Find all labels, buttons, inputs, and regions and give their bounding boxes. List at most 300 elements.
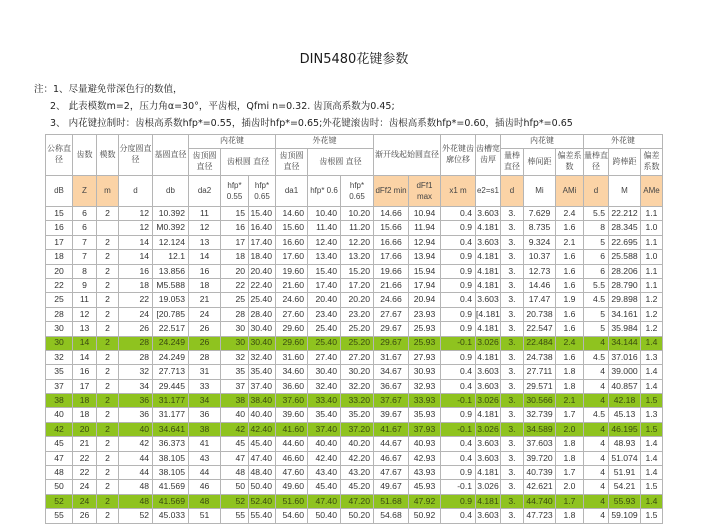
- cell-dFf2: 49.67: [374, 480, 409, 494]
- cell-hf65: 22.40: [249, 278, 276, 292]
- cell-e2: 4.181: [476, 408, 501, 422]
- cell-dFf1: 11.94: [409, 221, 441, 235]
- cell-Mi: 47.723: [524, 509, 556, 523]
- cell-dpo: 4: [584, 336, 609, 350]
- cell-hf65: 37.40: [249, 379, 276, 393]
- cell-Mi: 32.739: [524, 408, 556, 422]
- cell-AM: 1.4: [641, 494, 663, 508]
- cell-hf55: 52: [221, 494, 249, 508]
- table-row: [46, 422, 663, 436]
- cell-hf6: 12.40: [308, 235, 341, 249]
- cell-hf65: 40.40: [249, 408, 276, 422]
- cell-x1m: 0.4: [441, 509, 476, 523]
- cell-hf65: 38.40: [249, 394, 276, 408]
- cell-Z: 14: [73, 350, 97, 364]
- cell-hf65: 15.40: [249, 207, 276, 221]
- table-row: [46, 379, 663, 393]
- cell-M: 34.144: [609, 336, 641, 350]
- cell-hf65b: 11.20: [341, 221, 374, 235]
- cell-Mi: 42.621: [524, 480, 556, 494]
- cell-hf55: 30: [221, 336, 249, 350]
- cell-m: 2: [97, 235, 119, 249]
- cell-d: 34: [119, 379, 153, 393]
- cell-e2: 3.026: [476, 422, 501, 436]
- cell-dFf1: 33.93: [409, 394, 441, 408]
- cell-hf55: 42: [221, 422, 249, 436]
- cell-dFf2: 47.67: [374, 466, 409, 480]
- cell-hf65: 55.40: [249, 509, 276, 523]
- cell-dpo: 5: [584, 307, 609, 321]
- cell-da2: 41: [189, 437, 221, 451]
- cell-hf55: 25: [221, 293, 249, 307]
- table-row: [46, 466, 663, 480]
- cell-da1: 15.60: [276, 221, 308, 235]
- cell-dB: 16: [46, 221, 73, 235]
- cell-hf55: 40: [221, 408, 249, 422]
- cell-d: 26: [119, 322, 153, 336]
- cell-M: 22.212: [609, 207, 641, 221]
- cell-dB: 18: [46, 250, 73, 264]
- cell-dFf1: 47.92: [409, 494, 441, 508]
- cell-e2: 3.026: [476, 480, 501, 494]
- cell-AM: 1.4: [641, 466, 663, 480]
- cell-d: 36: [119, 394, 153, 408]
- cell-dpo: 8: [584, 221, 609, 235]
- cell-d: 12: [119, 221, 153, 235]
- cell-Mi: 8.735: [524, 221, 556, 235]
- cell-Mi: 10.37: [524, 250, 556, 264]
- cell-AM: 1.2: [641, 307, 663, 321]
- cell-d: 28: [119, 350, 153, 364]
- cell-dFf1: 25.93: [409, 336, 441, 350]
- cell-M: 39.000: [609, 365, 641, 379]
- cell-x1m: 0.9: [441, 350, 476, 364]
- cell-hf65: 30.40: [249, 322, 276, 336]
- cell-db: M0.392: [153, 221, 189, 235]
- header-pin-diameter-internal: 量棒直径: [501, 149, 524, 176]
- cell-M: 28.345: [609, 221, 641, 235]
- cell-dB: 22: [46, 278, 73, 292]
- table-row: [46, 509, 663, 523]
- cell-d: 48: [119, 494, 153, 508]
- cell-da2: 16: [189, 264, 221, 278]
- cell-AMi: 1.6: [556, 264, 584, 278]
- cell-dFf2: 29.67: [374, 336, 409, 350]
- cell-AMi: 1.6: [556, 250, 584, 264]
- cell-dB: 30: [46, 336, 73, 350]
- cell-dp: 3.: [501, 307, 524, 321]
- cell-hf6: 20.40: [308, 293, 341, 307]
- cell-m: 2: [97, 437, 119, 451]
- cell-Mi: 34.589: [524, 422, 556, 436]
- symbol-AMi: AMi: [556, 176, 584, 207]
- cell-hf55: 20: [221, 264, 249, 278]
- cell-hf6: 15.40: [308, 264, 341, 278]
- cell-da1: 34.60: [276, 365, 308, 379]
- cell-da2: 43: [189, 451, 221, 465]
- cell-hf65b: 47.20: [341, 494, 374, 508]
- cell-x1m: -0.1: [441, 422, 476, 436]
- cell-hf55: 55: [221, 509, 249, 523]
- header-profile-shift: 外花键齿廓位移: [441, 135, 476, 176]
- cell-Mi: 27.711: [524, 365, 556, 379]
- cell-hf65: 20.40: [249, 264, 276, 278]
- cell-M: 40.857: [609, 379, 641, 393]
- cell-AM: 1.1: [641, 207, 663, 221]
- cell-m: 2: [97, 451, 119, 465]
- cell-Z: 8: [73, 264, 97, 278]
- cell-dp: 3.: [501, 394, 524, 408]
- cell-x1m: -0.1: [441, 394, 476, 408]
- cell-Z: 22: [73, 451, 97, 465]
- symbol-hfp-065-internal: hfp* 0.65: [249, 176, 276, 207]
- cell-M: 22.695: [609, 235, 641, 249]
- cell-hf6: 35.40: [308, 408, 341, 422]
- cell-da2: 11: [189, 207, 221, 221]
- cell-da1: 31.60: [276, 350, 308, 364]
- note-3: 3、 内花键拉制时：齿根高系数hfp*=0.55，插齿时hfp*=0.65;外花键滚齿时：齿根高系数hfp*=0.60，插齿时hfp*=0.65: [50, 118, 573, 129]
- cell-hf55: 35: [221, 365, 249, 379]
- cell-hf65: 47.40: [249, 451, 276, 465]
- cell-M: 46.195: [609, 422, 641, 436]
- note-2: 2、 此表模数m=2，压力角α=30°，平齿根，Qfmi n=0.32. 齿顶高系数为0.45;: [50, 101, 395, 112]
- cell-da1: 16.60: [276, 235, 308, 249]
- cell-hf65: 18.40: [249, 250, 276, 264]
- cell-Mi: 22.547: [524, 322, 556, 336]
- cell-db: 24.249: [153, 350, 189, 364]
- header-nominal-diameter: 公称直径: [46, 135, 73, 176]
- cell-da1: 39.60: [276, 408, 308, 422]
- cell-dp: 3.: [501, 408, 524, 422]
- cell-hf65b: 50.20: [341, 509, 374, 523]
- cell-Mi: 37.603: [524, 437, 556, 451]
- cell-Z: 17: [73, 379, 97, 393]
- cell-dpo: 4: [584, 480, 609, 494]
- cell-dFf1: 50.92: [409, 509, 441, 523]
- cell-dFf1: 17.94: [409, 278, 441, 292]
- cell-dp: 3.: [501, 350, 524, 364]
- cell-x1m: 0.4: [441, 235, 476, 249]
- cell-dpo: 4.5: [584, 408, 609, 422]
- cell-e2: 4.181: [476, 221, 501, 235]
- cell-dFf2: 17.66: [374, 250, 409, 264]
- table-row: [46, 322, 663, 336]
- cell-Mi: 44.740: [524, 494, 556, 508]
- cell-da2: 28: [189, 350, 221, 364]
- cell-Z: 11: [73, 293, 97, 307]
- cell-dp: 3.: [501, 480, 524, 494]
- cell-m: 2: [97, 293, 119, 307]
- cell-e2: 3.603: [476, 207, 501, 221]
- cell-Z: 20: [73, 422, 97, 436]
- cell-AM: 1.3: [641, 408, 663, 422]
- cell-AMi: 1.9: [556, 293, 584, 307]
- cell-dFf1: 25.93: [409, 322, 441, 336]
- cell-m: 2: [97, 278, 119, 292]
- cell-dB: 48: [46, 466, 73, 480]
- cell-e2: 3.603: [476, 379, 501, 393]
- cell-db: 29.445: [153, 379, 189, 393]
- cell-da2: 21: [189, 293, 221, 307]
- cell-Mi: 40.739: [524, 466, 556, 480]
- cell-M: 29.898: [609, 293, 641, 307]
- cell-hf6: 47.40: [308, 494, 341, 508]
- cell-dFf1: 20.94: [409, 293, 441, 307]
- cell-dFf1: 42.93: [409, 451, 441, 465]
- cell-hf55: 47: [221, 451, 249, 465]
- cell-Z: 14: [73, 336, 97, 350]
- header-pin-span-internal: 棒间距: [524, 149, 556, 176]
- cell-e2: 3.026: [476, 394, 501, 408]
- cell-x1m: 0.9: [441, 250, 476, 264]
- cell-dB: 15: [46, 207, 73, 221]
- cell-AM: 1.0: [641, 250, 663, 264]
- cell-db: 36.373: [153, 437, 189, 451]
- cell-da2: 12: [189, 221, 221, 235]
- cell-da2: 51: [189, 509, 221, 523]
- cell-m: 2: [97, 365, 119, 379]
- cell-x1m: 0.9: [441, 466, 476, 480]
- cell-x1m: -0.1: [441, 480, 476, 494]
- cell-m: 2: [97, 379, 119, 393]
- table-row: [46, 480, 663, 494]
- cell-hf6: 10.40: [308, 207, 341, 221]
- cell-dpo: 4: [584, 394, 609, 408]
- cell-AM: 1.4: [641, 379, 663, 393]
- cell-dp: 3.: [501, 466, 524, 480]
- cell-dFf1: 43.93: [409, 466, 441, 480]
- cell-dp: 3.: [501, 264, 524, 278]
- cell-hf55: 32: [221, 350, 249, 364]
- cell-hf6: 27.40: [308, 350, 341, 364]
- cell-db: 12.124: [153, 235, 189, 249]
- cell-dB: 55: [46, 509, 73, 523]
- cell-db: [20.785: [153, 307, 189, 321]
- cell-hf6: 23.40: [308, 307, 341, 321]
- cell-M: 25.588: [609, 250, 641, 264]
- cell-dFf1: 12.94: [409, 235, 441, 249]
- cell-AM: 1.4: [641, 437, 663, 451]
- cell-hf55: 50: [221, 480, 249, 494]
- cell-dp: 3.: [501, 322, 524, 336]
- cell-dFf2: 16.66: [374, 235, 409, 249]
- cell-Z: 24: [73, 494, 97, 508]
- symbol-d-internal: d: [501, 176, 524, 207]
- cell-m: 2: [97, 494, 119, 508]
- cell-da2: 34: [189, 394, 221, 408]
- cell-AMi: 2.1: [556, 394, 584, 408]
- cell-hf65: 52.40: [249, 494, 276, 508]
- cell-da2: 44: [189, 466, 221, 480]
- cell-db: M5.588: [153, 278, 189, 292]
- cell-dFf2: 29.67: [374, 322, 409, 336]
- cell-e2: 3.603: [476, 293, 501, 307]
- cell-e2: 4.181: [476, 494, 501, 508]
- cell-d: 36: [119, 408, 153, 422]
- cell-M: 59.109: [609, 509, 641, 523]
- header-pin-span-external: 跨棒距: [609, 149, 641, 176]
- cell-hf65b: 33.20: [341, 394, 374, 408]
- cell-AMi: 1.8: [556, 437, 584, 451]
- cell-dB: 30: [46, 322, 73, 336]
- page-title: DIN5480花键参数: [299, 52, 409, 67]
- cell-da1: 14.60: [276, 207, 308, 221]
- cell-dpo: 5: [584, 235, 609, 249]
- cell-M: 37.016: [609, 350, 641, 364]
- cell-dB: 47: [46, 451, 73, 465]
- cell-AMi: 1.6: [556, 322, 584, 336]
- cell-db: 38.105: [153, 466, 189, 480]
- cell-dp: 3.: [501, 250, 524, 264]
- header-root-diameter-internal: 齿根圆 直径: [221, 149, 276, 176]
- symbol-da2: da2: [189, 176, 221, 207]
- cell-dB: 42: [46, 422, 73, 436]
- cell-dB: 40: [46, 408, 73, 422]
- table-row: [46, 350, 663, 364]
- cell-dFf2: 37.67: [374, 394, 409, 408]
- cell-hf6: 33.40: [308, 394, 341, 408]
- cell-Mi: 9.324: [524, 235, 556, 249]
- cell-hf65: 50.40: [249, 480, 276, 494]
- table-row: [46, 437, 663, 451]
- cell-Z: 6: [73, 221, 97, 235]
- cell-Z: 26: [73, 509, 97, 523]
- cell-m: 2: [97, 250, 119, 264]
- cell-e2: 3.603: [476, 437, 501, 451]
- cell-dFf1: 13.94: [409, 250, 441, 264]
- cell-m: 2: [97, 307, 119, 321]
- cell-da2: 36: [189, 408, 221, 422]
- cell-hf6: 45.40: [308, 480, 341, 494]
- header-deviation-external: 偏差系数: [641, 149, 663, 176]
- cell-da2: 13: [189, 235, 221, 249]
- cell-dFf2: 51.68: [374, 494, 409, 508]
- cell-m: 2: [97, 264, 119, 278]
- cell-dpo: 5: [584, 322, 609, 336]
- cell-x1m: 0.4: [441, 451, 476, 465]
- cell-Mi: 39.720: [524, 451, 556, 465]
- cell-m: 2: [97, 336, 119, 350]
- cell-dFf2: 21.66: [374, 278, 409, 292]
- cell-Z: 13: [73, 322, 97, 336]
- cell-m: 2: [97, 207, 119, 221]
- cell-da1: 29.60: [276, 336, 308, 350]
- cell-d: 28: [119, 336, 153, 350]
- cell-hf55: 28: [221, 307, 249, 321]
- cell-hf6: 50.40: [308, 509, 341, 523]
- cell-db: 45.033: [153, 509, 189, 523]
- cell-AMi: 1.8: [556, 365, 584, 379]
- symbol-hfp-06: hfp* 0.6: [308, 176, 341, 207]
- cell-db: 10.392: [153, 207, 189, 221]
- cell-hf6: 43.40: [308, 466, 341, 480]
- cell-hf65b: 20.20: [341, 293, 374, 307]
- cell-db: 13.856: [153, 264, 189, 278]
- cell-dFf2: 27.67: [374, 307, 409, 321]
- cell-e2: 4.181: [476, 278, 501, 292]
- cell-hf6: 25.40: [308, 322, 341, 336]
- cell-hf6: 40.40: [308, 437, 341, 451]
- cell-AMi: 1.6: [556, 278, 584, 292]
- header-root-diameter-external: 齿根圆 直径: [308, 149, 374, 176]
- cell-M: 51.91: [609, 466, 641, 480]
- cell-e2: 3.603: [476, 365, 501, 379]
- cell-AMi: 1.7: [556, 466, 584, 480]
- cell-dpo: 6: [584, 264, 609, 278]
- cell-hf65: 45.40: [249, 437, 276, 451]
- symbol-hfp-055: hfp* 0.55: [221, 176, 249, 207]
- table-row: [46, 494, 663, 508]
- spline-parameter-table: [45, 134, 663, 524]
- cell-dpo: 4: [584, 451, 609, 465]
- table-row: [46, 293, 663, 307]
- cell-m: 2: [97, 466, 119, 480]
- cell-hf55: 45: [221, 437, 249, 451]
- cell-d: 16: [119, 264, 153, 278]
- cell-Mi: 20.738: [524, 307, 556, 321]
- cell-dpo: 4: [584, 365, 609, 379]
- cell-AM: 1.4: [641, 336, 663, 350]
- cell-hf65b: 32.20: [341, 379, 374, 393]
- table-body: [46, 207, 663, 524]
- header-external-spline: 外花键: [276, 135, 374, 149]
- cell-M: 54.21: [609, 480, 641, 494]
- symbol-m: m: [97, 176, 119, 207]
- cell-dpo: 4: [584, 466, 609, 480]
- cell-db: 34.641: [153, 422, 189, 436]
- symbol-M: M: [609, 176, 641, 207]
- cell-AMi: 1.6: [556, 350, 584, 364]
- cell-dp: 3.: [501, 278, 524, 292]
- cell-Mi: 14.46: [524, 278, 556, 292]
- cell-db: 31.177: [153, 394, 189, 408]
- cell-hf65: 28.40: [249, 307, 276, 321]
- cell-AMi: 2.0: [556, 422, 584, 436]
- cell-e2: 4.181: [476, 322, 501, 336]
- header-teeth: 齿数: [73, 135, 97, 176]
- cell-dpo: 5.5: [584, 207, 609, 221]
- cell-dFf2: 46.67: [374, 451, 409, 465]
- cell-dFf2: 19.66: [374, 264, 409, 278]
- cell-da2: 46: [189, 480, 221, 494]
- cell-dpo: 6: [584, 250, 609, 264]
- cell-db: 12.1: [153, 250, 189, 264]
- cell-dFf2: 31.67: [374, 350, 409, 364]
- cell-m: 2: [97, 509, 119, 523]
- cell-da1: 44.60: [276, 437, 308, 451]
- table-row: [46, 408, 663, 422]
- cell-hf55: 22: [221, 278, 249, 292]
- cell-db: 24.249: [153, 336, 189, 350]
- cell-AM: 1.2: [641, 322, 663, 336]
- cell-da2: 33: [189, 379, 221, 393]
- cell-Z: 22: [73, 466, 97, 480]
- table-row: [46, 278, 663, 292]
- cell-dFf2: 44.67: [374, 437, 409, 451]
- cell-d: 52: [119, 509, 153, 523]
- cell-AM: 1.5: [641, 422, 663, 436]
- cell-AMi: 1.7: [556, 408, 584, 422]
- cell-AM: 1.5: [641, 509, 663, 523]
- cell-Mi: 12.73: [524, 264, 556, 278]
- cell-hf65: 25.40: [249, 293, 276, 307]
- cell-da1: 29.60: [276, 322, 308, 336]
- cell-Mi: 24.738: [524, 350, 556, 364]
- cell-dFf2: 41.67: [374, 422, 409, 436]
- symbol-dFf1: dFf1 max: [409, 176, 441, 207]
- cell-dB: 25: [46, 293, 73, 307]
- symbol-da1: da1: [276, 176, 308, 207]
